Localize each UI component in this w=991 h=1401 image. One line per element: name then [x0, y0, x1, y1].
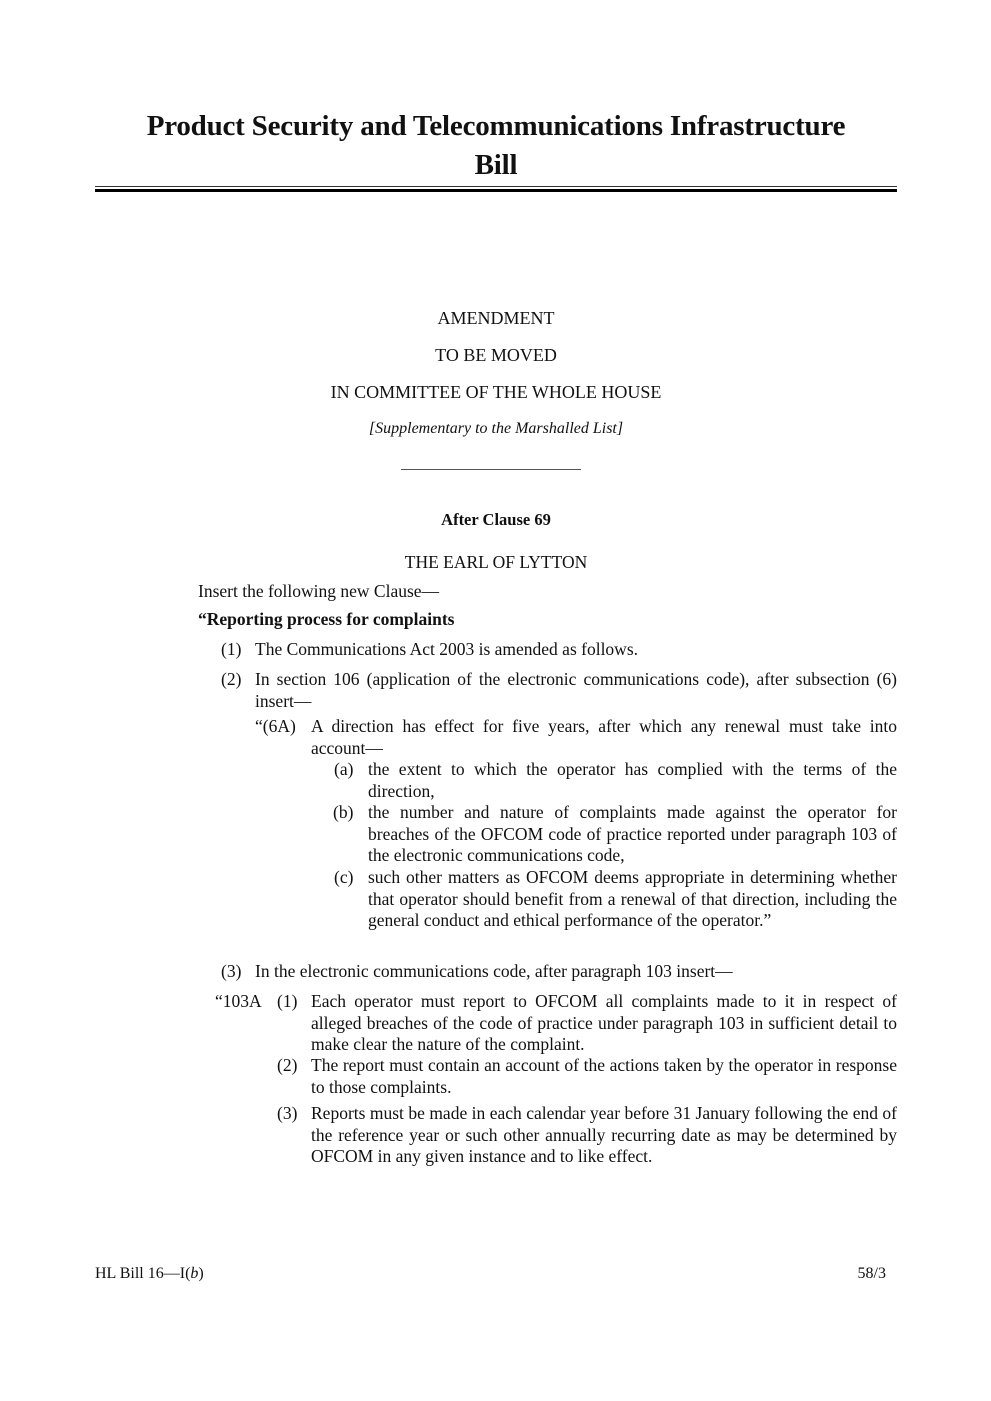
- title-rule-thin: [95, 186, 897, 187]
- insert-instruction: Insert the following new Clause—: [198, 581, 440, 601]
- list-item-text: the number and nature of complaints made against the operator for breaches of the OFCOM code of practice reported under paragraph 103 of the electronic communications code,: [368, 802, 897, 865]
- list-item-text: the extent to which the operator has complied with the terms of the direction,: [368, 759, 897, 801]
- paragraph-item-text: Reports must be made in each calendar year before 31 January following the end of the reference year or such other annually recurring date as may be determined by OFCOM in any given instance and to like effect.: [311, 1103, 897, 1166]
- to-be-moved-heading: TO BE MOVED: [435, 345, 557, 365]
- paragraph-item-text: Each operator must report to OFCOM all complaints made to it in respect of alleged breaches of the code of practice under paragraph 103 in sufficient detail to make clear the nature of the complaint.: [311, 991, 897, 1054]
- subsection-text: The Communications Act 2003 is amended as follows.: [255, 639, 639, 659]
- committee-heading: IN COMMITTEE OF THE WHOLE HOUSE: [330, 382, 662, 402]
- title-rule-thick: [95, 189, 897, 192]
- inserted-paragraph-label: “103A: [215, 991, 262, 1011]
- paragraph-item-text: The report must contain an account of the actions taken by the operator in response to those complaints.: [311, 1055, 897, 1097]
- clause-position: After Clause 69: [441, 510, 551, 529]
- bill-title-line-2: Bill: [474, 149, 518, 181]
- subsection-text: In the electronic communications code, after paragraph 103 insert—: [255, 961, 733, 981]
- page-reference: 58/3: [857, 1265, 886, 1282]
- supplementary-note: [Supplementary to the Marshalled List]: [368, 420, 624, 437]
- amendment-heading: AMENDMENT: [437, 308, 555, 328]
- bill-title-line-1: Product Security and Telecommunications Infrastructure: [146, 110, 846, 142]
- bill-reference: HL Bill 16—I(b): [95, 1265, 204, 1282]
- paragraph-item-number: (3): [277, 1103, 298, 1123]
- subsection-text: In section 106 (application of the electronic communications code), after subsection (6) insert—: [255, 669, 897, 711]
- subsection-number: (3): [221, 961, 242, 981]
- inserted-subsection-text: A direction has effect for five years, after which any renewal must take into account—: [311, 716, 897, 758]
- clause-heading: “Reporting process for complaints: [198, 609, 455, 629]
- bill-title: [95, 107, 897, 185]
- paragraph-item-number: (1): [277, 991, 298, 1011]
- list-item-text: such other matters as OFCOM deems appropriate in determining whether that operator should benefit from a renewal of that direction, including the general conduct and ethical performance of the operator.”: [368, 867, 897, 930]
- inserted-subsection-number: “(6A): [255, 716, 296, 736]
- paragraph-item-number: (2): [277, 1055, 298, 1075]
- mover-name: THE EARL OF LYTTON: [404, 552, 588, 572]
- list-item-number: (c): [334, 867, 354, 887]
- list-item-number: (b): [333, 802, 354, 822]
- subsection-number: (1): [221, 639, 242, 659]
- section-divider: [401, 469, 581, 470]
- list-item-number: (a): [334, 759, 354, 779]
- subsection-number: (2): [221, 669, 242, 689]
